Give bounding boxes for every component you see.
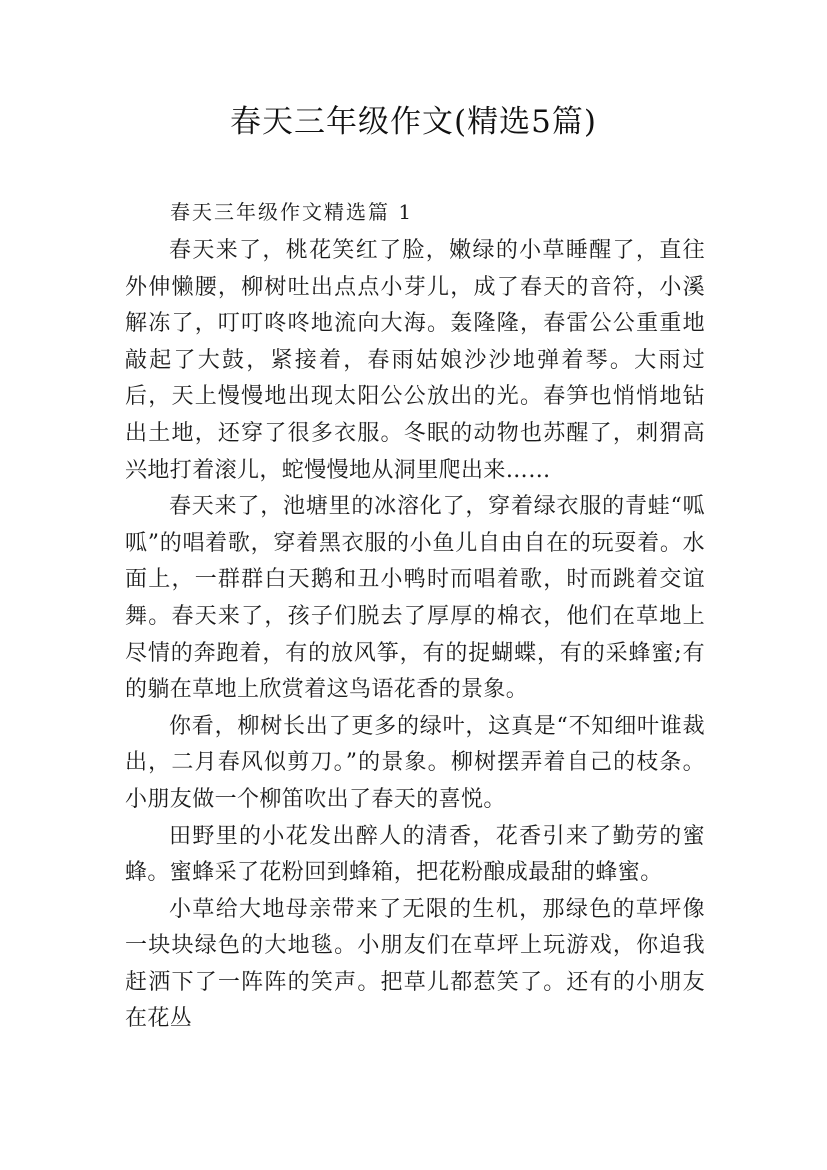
paragraph: 你看，柳树长出了更多的绿叶，这真是“不知细叶谁裁出，二月春风似剪刀。”的景象。柳树摆弄着自己的枝条。小朋友做一个柳笛吹出了春天的喜悦。 [125, 713, 705, 812]
paragraph: 田野里的小花发出醉人的清香，花香引来了勤劳的蜜蜂。蜜蜂采了花粉回到蜂箱，把花粉酿成最甜的蜂蜜。 [125, 823, 705, 886]
paragraph: 春天来了，池塘里的冰溶化了，穿着绿衣服的青蛙“呱呱”的唱着歌，穿着黑衣服的小鱼儿自由自在的玩耍着。水面上，一群群白天鹅和丑小鸭时而唱着歌，时而跳着交谊舞。春天来了，孩子们脱去了厚厚的棉衣，他们在草地上尽情的奔跑着，有的放风筝，有的捉蝴蝶，有的采蜂蜜;有的躺在草地上欣赏着这鸟语花香的景象。 [125, 494, 705, 703]
paragraph: 小草给大地母亲带来了无限的生机，那绿色的草坪像一块块绿色的大地毯。小朋友们在草坪上玩游戏，你追我赶洒下了一阵阵的笑声。把草儿都惹笑了。还有的小朋友在花丛 [125, 896, 705, 1032]
article-body [125, 233, 705, 1038]
paragraph: 春天来了，桃花笑红了脸，嫩绿的小草睡醒了，直往外伸懒腰，柳树吐出点点小芽儿，成了春天的音符，小溪解冻了，叮叮咚咚地流向大海。轰隆隆，春雷公公重重地敲起了大鼓，紧接着，春雨姑娘沙沙地弹着琴。大雨过后，天上慢慢地出现太阳公公放出的光。春笋也悄悄地钻出土地，还穿了很多衣服。冬眠的动物也苏醒了，刺猬高兴地打着滚儿，蛇慢慢地从洞里爬出来…… [125, 238, 705, 483]
section-heading: 春天三年级作文精选篇 1 [170, 200, 414, 224]
document-title: 春天三年级作文(精选5篇) [230, 104, 597, 140]
